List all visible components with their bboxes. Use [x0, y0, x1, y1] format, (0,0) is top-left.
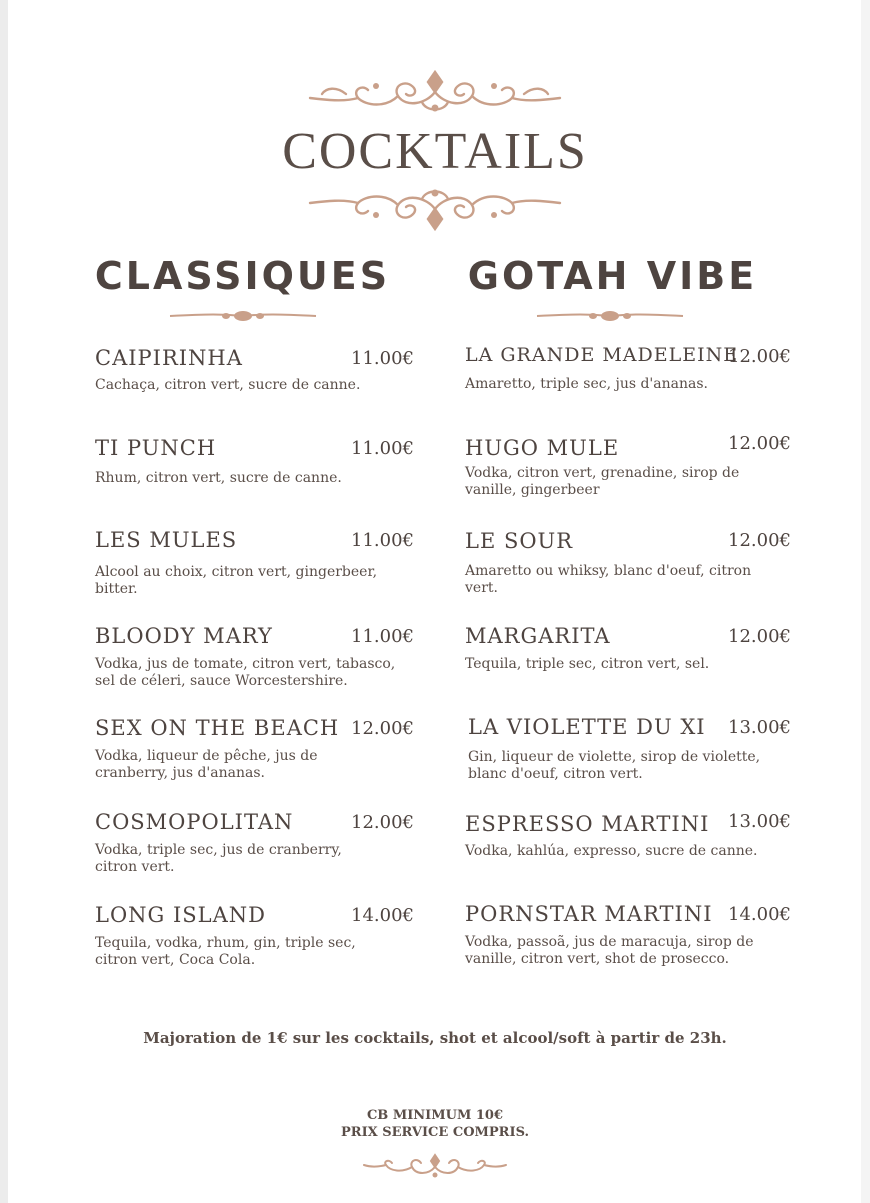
- menu-item-le-sour: [465, 529, 795, 597]
- menu-item-cosmopolitan: [95, 810, 415, 876]
- item-name: HUGO MULE: [465, 436, 620, 460]
- item-price: 12.00€: [351, 812, 414, 833]
- item-description: Vodka, jus de tomate, citron vert, tabasco, sel de céleri, sauce Worcestershire.: [95, 656, 396, 689]
- item-name: LONG ISLAND: [95, 903, 266, 927]
- footer-cb-minimum: CB MINIMUM 10€: [366, 1108, 504, 1123]
- title-ornament-icon: [306, 183, 564, 233]
- item-name: LES MULES: [95, 528, 238, 552]
- menu-item-caipirinha: [95, 346, 415, 394]
- menu-item-ti-punch: [95, 436, 415, 487]
- item-description: Vodka, passoã, jus de maracuja, sirop de vanille, citron vert, shot de prosecco.: [465, 934, 754, 967]
- menu-item-espresso-martini: [465, 812, 795, 860]
- item-price: 11.00€: [351, 438, 414, 459]
- item-description: Gin, liqueur de violette, sirop de violette, blanc d'oeuf, citron vert.: [468, 749, 761, 782]
- item-price: 12.00€: [728, 530, 791, 551]
- column-title-classiques: CLASSIQUES: [94, 254, 391, 298]
- item-price: 14.00€: [728, 904, 791, 925]
- item-description: Cachaça, citron vert, sucre de canne.: [95, 377, 361, 393]
- item-description: Vodka, triple sec, jus de cranberry, citron vert.: [95, 842, 342, 875]
- item-description: Amaretto ou whiksy, blanc d'oeuf, citron vert.: [465, 563, 752, 596]
- column-title-gotah-vibe: GOTAH VIBE: [467, 254, 758, 298]
- item-price: 12.00€: [728, 433, 791, 454]
- item-description: Amaretto, triple sec, jus d'ananas.: [465, 376, 708, 392]
- menu-title: COCKTAILS: [282, 123, 588, 180]
- majoration-note: Majoration de 1€ sur les cocktails, shot et alcool/soft à partir de 23h.: [143, 1029, 727, 1047]
- menu-item-les-mules: [95, 528, 415, 598]
- menu-item-hugo-mule: [465, 433, 795, 499]
- menu-item-la-grande-madeleine: [465, 344, 795, 393]
- item-price: 11.00€: [351, 530, 414, 551]
- item-description: Tequila, triple sec, citron vert, sel.: [465, 656, 710, 672]
- item-name: SEX ON THE BEACH: [95, 716, 340, 740]
- item-name: MARGARITA: [465, 624, 611, 648]
- item-price: 12.00€: [728, 626, 791, 647]
- menu-item-sex-on-the-beach: [95, 716, 415, 782]
- item-price: 12.00€: [728, 346, 791, 367]
- menu-item-la-violette-du-xi: [468, 715, 798, 783]
- item-price: 13.00€: [728, 717, 791, 738]
- item-name: COSMOPOLITAN: [95, 810, 294, 834]
- menu-item-bloody-mary: [95, 624, 415, 690]
- item-price: 14.00€: [351, 905, 414, 926]
- item-price: 11.00€: [351, 348, 414, 369]
- item-description: Vodka, citron vert, grenadine, sirop de vanille, gingerbeer: [465, 465, 740, 498]
- item-name: TI PUNCH: [95, 436, 217, 460]
- item-name: PORNSTAR MARTINI: [465, 902, 713, 926]
- item-name: LE SOUR: [465, 529, 574, 553]
- item-description: Alcool au choix, citron vert, gingerbeer, bitter.: [95, 564, 378, 597]
- divider-ornament-icon: [535, 309, 685, 323]
- item-name: LA GRANDE MADELEINE: [465, 344, 739, 366]
- menu-item-margarita: [465, 624, 795, 673]
- menu-item-long-island: [95, 903, 415, 969]
- item-name: BLOODY MARY: [95, 624, 273, 648]
- bottom-ornament-icon: [362, 1151, 508, 1181]
- item-description: Tequila, vodka, rhum, gin, triple sec, citron vert, Coca Cola.: [95, 935, 356, 968]
- divider-ornament-icon: [168, 309, 318, 323]
- item-price: 11.00€: [351, 626, 414, 647]
- menu-item-pornstar-martini: [465, 902, 795, 968]
- top-ornament-icon: [306, 68, 564, 118]
- item-price: 13.00€: [728, 811, 791, 832]
- item-description: Vodka, liqueur de pêche, jus de cranberry, jus d'ananas.: [95, 748, 318, 781]
- item-description: Rhum, citron vert, sucre de canne.: [95, 470, 342, 486]
- item-name: CAIPIRINHA: [95, 346, 243, 370]
- footer-prix-service: PRIX SERVICE COMPRIS.: [340, 1125, 530, 1140]
- item-name: LA VIOLETTE DU XI: [468, 715, 706, 739]
- item-price: 12.00€: [351, 718, 414, 739]
- item-description: Vodka, kahlúa, expresso, sucre de canne.: [465, 843, 758, 859]
- item-name: ESPRESSO MARTINI: [465, 812, 710, 836]
